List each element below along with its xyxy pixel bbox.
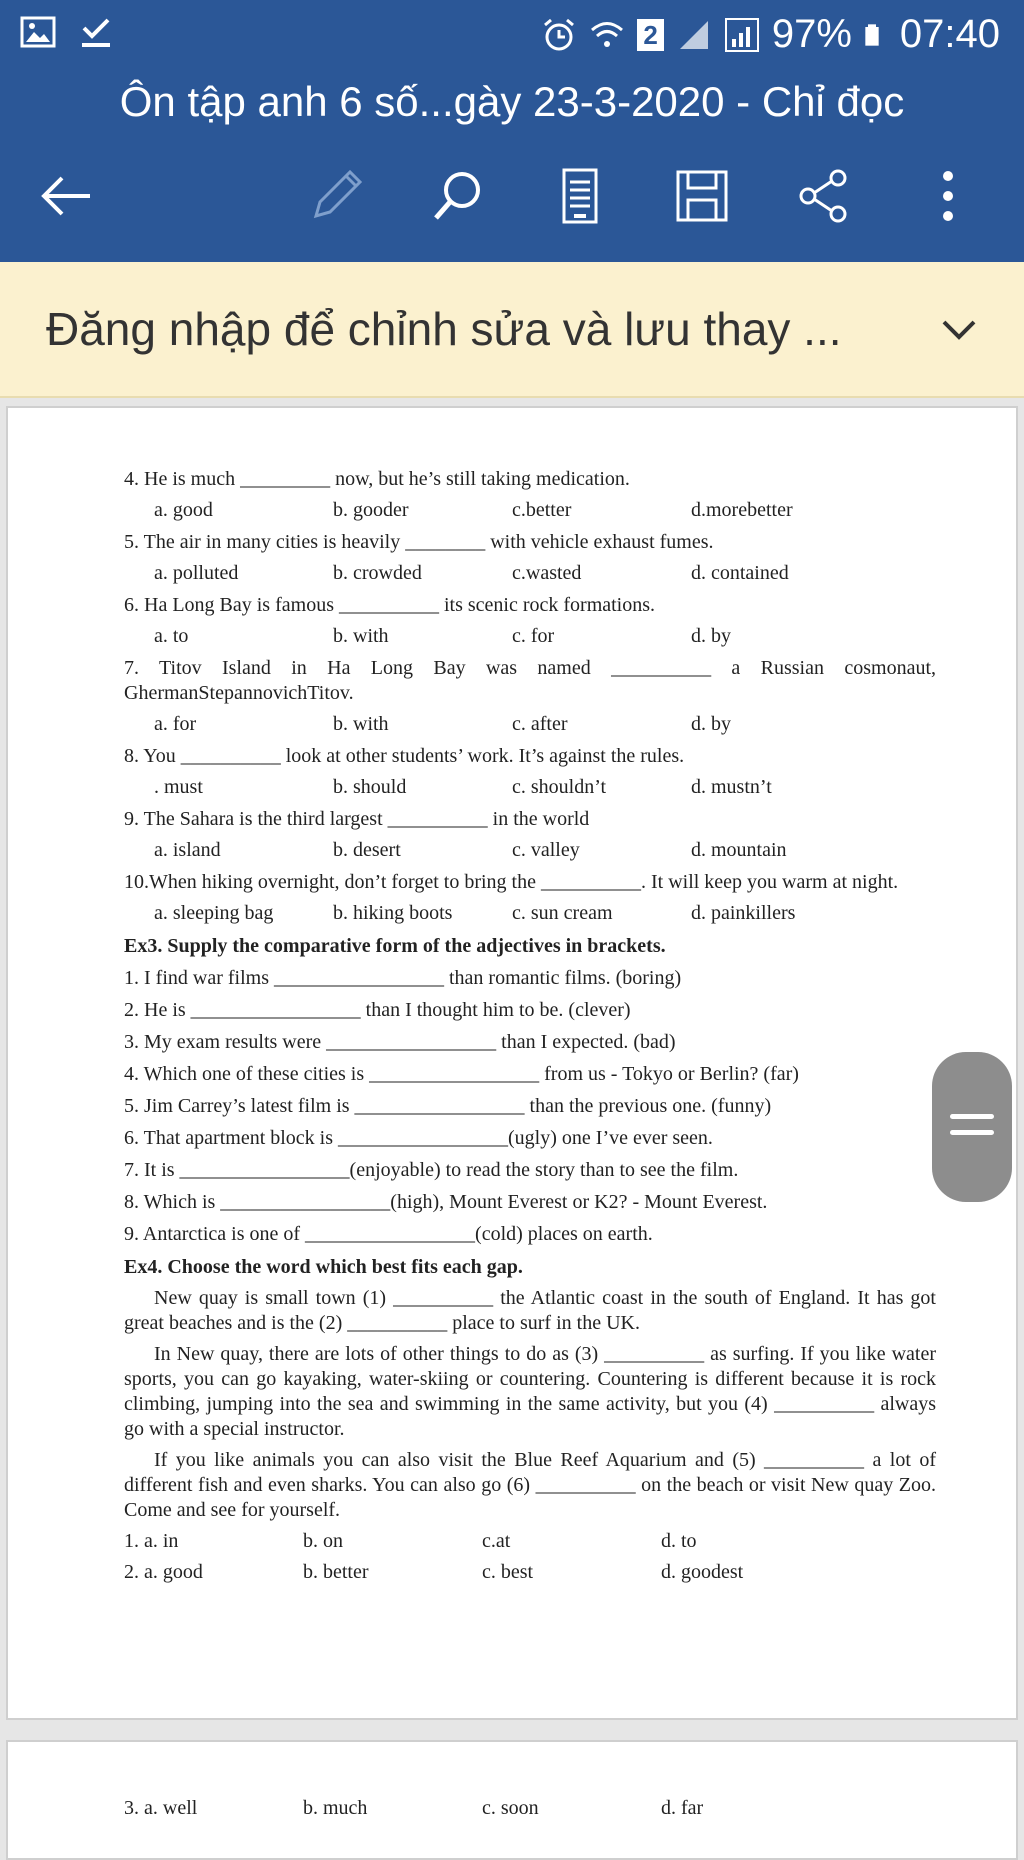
ex4-passage: [124, 1286, 936, 1523]
option: 3. a. well: [124, 1797, 198, 1819]
ex3-item: 1. I find war films _________________ than romantic films. (boring): [124, 967, 682, 989]
option: a. good: [154, 499, 213, 521]
option-row: [124, 838, 936, 863]
signal-bars-icon: [724, 17, 760, 53]
option-row: [124, 775, 936, 800]
question-text: 7. Titov Island in Ha Long Bay was named __________ a Russian cosmonaut, GhermanStepannovichTitov.: [124, 657, 936, 704]
banner-text: Đăng nhập để chỉnh sửa và lưu thay ...: [46, 303, 842, 355]
option: a. to: [154, 625, 189, 647]
option: b. should: [333, 776, 407, 798]
option-row: [124, 624, 936, 649]
download-check-icon: [78, 14, 114, 50]
option: b. much: [303, 1797, 368, 1819]
document-content: [124, 460, 936, 1585]
question-text: 5. The air in many cities is heavily ________ with vehicle exhaust fumes.: [124, 531, 714, 553]
ex4-options: [124, 1529, 936, 1585]
question-text: 4. He is much _________ now, but he’s still taking medication.: [124, 468, 630, 490]
battery-icon: [864, 17, 888, 53]
option-row: [124, 498, 936, 523]
option: c.wasted: [512, 562, 582, 584]
option: b. on: [303, 1530, 343, 1552]
option-row: [124, 1529, 936, 1554]
ex4-paragraph: If you like animals you can also visit the Blue Reef Aquarium and (5) __________ a lot of different fish and even sharks. You can also go (6) __________ on the beach or visit New quay Zoo. Come and see for yourself.: [124, 1449, 936, 1521]
ex3-item: 7. It is _________________(enjoyable) to read the story than to see the film.: [124, 1159, 739, 1181]
alarm-icon: [541, 17, 577, 53]
option: 2. a. good: [124, 1561, 203, 1583]
option: b. crowded: [333, 562, 422, 584]
option: c. best: [482, 1561, 534, 1583]
option: c. after: [512, 713, 568, 735]
option: b. hiking boots: [333, 902, 453, 924]
save-button[interactable]: [666, 160, 738, 232]
option: d. contained: [691, 562, 789, 584]
question-text: 6. Ha Long Bay is famous __________ its scenic rock formations.: [124, 594, 656, 616]
ex4-paragraph: New quay is small town (1) __________ the Atlantic coast in the south of England. It has got great beaches and is the (2) __________ place to surf in the UK.: [124, 1287, 936, 1334]
option: c. shouldn’t: [512, 776, 607, 798]
ex4-paragraph: In New quay, there are lots of other things to do as (3) __________ as surfing. If you like water sports, you can go kayaking, water-skiing or countering. Countering is different because it is rock climbing, jumping into the sea and swimming in the same activity, but you (4) __________ always go with a special instructor.: [124, 1343, 936, 1440]
ex4-title: Ex4. Choose the word which best fits each gap.: [124, 1256, 523, 1278]
ex3-item: 4. Which one of these cities is _________________ from us - Tokyo or Berlin? (far): [124, 1063, 799, 1085]
search-button[interactable]: [422, 160, 494, 232]
option: c.at: [482, 1530, 511, 1552]
search-icon: [428, 166, 488, 226]
document-view-icon: [550, 166, 610, 226]
option: . must: [154, 776, 203, 798]
option: b. gooder: [333, 499, 409, 521]
pencil-icon: [306, 166, 366, 226]
document-page: [6, 406, 1018, 1720]
ex3-list: [124, 966, 936, 1247]
option: c. sun cream: [512, 902, 613, 924]
document-content-next: [124, 1790, 936, 1821]
ex3-item: 6. That apartment block is _________________(ugly) one I’ve ever seen.: [124, 1127, 713, 1149]
option-row: [124, 561, 936, 586]
option: c. valley: [512, 839, 580, 861]
ex3-item: 3. My exam results were _________________ than I expected. (bad): [124, 1031, 676, 1053]
app-header: [0, 0, 1024, 262]
option: a. sleeping bag: [154, 902, 274, 924]
wifi-icon: [589, 17, 625, 53]
question-list: [124, 467, 936, 926]
ex3-title: Ex3. Supply the comparative form of the adjectives in brackets.: [124, 935, 666, 957]
toolbar: [0, 160, 1024, 232]
save-icon: [672, 166, 732, 226]
more-options-button[interactable]: [912, 160, 984, 232]
ex3-item: 8. Which is _________________(high), Mount Everest or K2? - Mount Everest.: [124, 1191, 768, 1213]
option: d. mustn’t: [691, 776, 772, 798]
document-page-next: [6, 1740, 1018, 1860]
option: a. for: [154, 713, 197, 735]
back-arrow-icon: [36, 166, 96, 226]
edit-button[interactable]: [300, 160, 372, 232]
signal-icon: [676, 17, 712, 53]
sim-badge: 2: [637, 19, 663, 51]
option-row: [124, 712, 936, 737]
chevron-down-icon[interactable]: [936, 306, 982, 352]
scroll-handle[interactable]: [932, 1052, 1012, 1202]
option: a. island: [154, 839, 221, 861]
option: d. to: [661, 1530, 697, 1552]
option-row: [124, 1560, 936, 1585]
option: d. far: [661, 1797, 704, 1819]
gallery-icon: [20, 14, 56, 50]
more-vert-icon: [918, 166, 978, 226]
option: b. desert: [333, 839, 401, 861]
status-bar: [0, 0, 1024, 70]
share-icon: [794, 166, 854, 226]
document-title: Ôn tập anh 6 số...gày 23-3-2020 - Chỉ đọc: [119, 78, 905, 125]
option: a. polluted: [154, 562, 239, 584]
option: b. better: [303, 1561, 369, 1583]
option: d. painkillers: [691, 902, 796, 924]
option: d. goodest: [661, 1561, 744, 1583]
option-row: [124, 901, 936, 926]
ex3-item: 9. Antarctica is one of _________________(cold) places on earth.: [124, 1223, 653, 1245]
view-mode-button[interactable]: [544, 160, 616, 232]
option: d. by: [691, 713, 731, 735]
option: d. mountain: [691, 839, 787, 861]
ex3-item: 2. He is _________________ than I thought him to be. (clever): [124, 999, 631, 1021]
sign-in-banner[interactable]: [0, 262, 1024, 398]
option: c.better: [512, 499, 572, 521]
back-button[interactable]: [30, 160, 102, 232]
share-button[interactable]: [788, 160, 860, 232]
option: b. with: [333, 625, 389, 647]
question-text: 8. You __________ look at other students’ work. It’s against the rules.: [124, 745, 685, 767]
option: d. by: [691, 625, 731, 647]
question-text: 9. The Sahara is the third largest __________ in the world: [124, 808, 590, 830]
scroll-handle-grip: [950, 1114, 994, 1119]
option-row: [124, 1796, 936, 1821]
scroll-handle-grip: [950, 1130, 994, 1135]
option: c. for: [512, 625, 555, 647]
option: d.morebetter: [691, 499, 793, 521]
clock: 07:40: [899, 12, 1000, 56]
option: b. with: [333, 713, 389, 735]
option: c. soon: [482, 1797, 539, 1819]
question-text: 10.When hiking overnight, don’t forget to bring the __________. It will keep you warm at night.: [124, 871, 899, 893]
option: 1. a. in: [124, 1530, 179, 1552]
ex3-item: 5. Jim Carrey’s latest film is _________________ than the previous one. (funny): [124, 1095, 772, 1117]
battery-percent: 97%: [771, 12, 852, 56]
